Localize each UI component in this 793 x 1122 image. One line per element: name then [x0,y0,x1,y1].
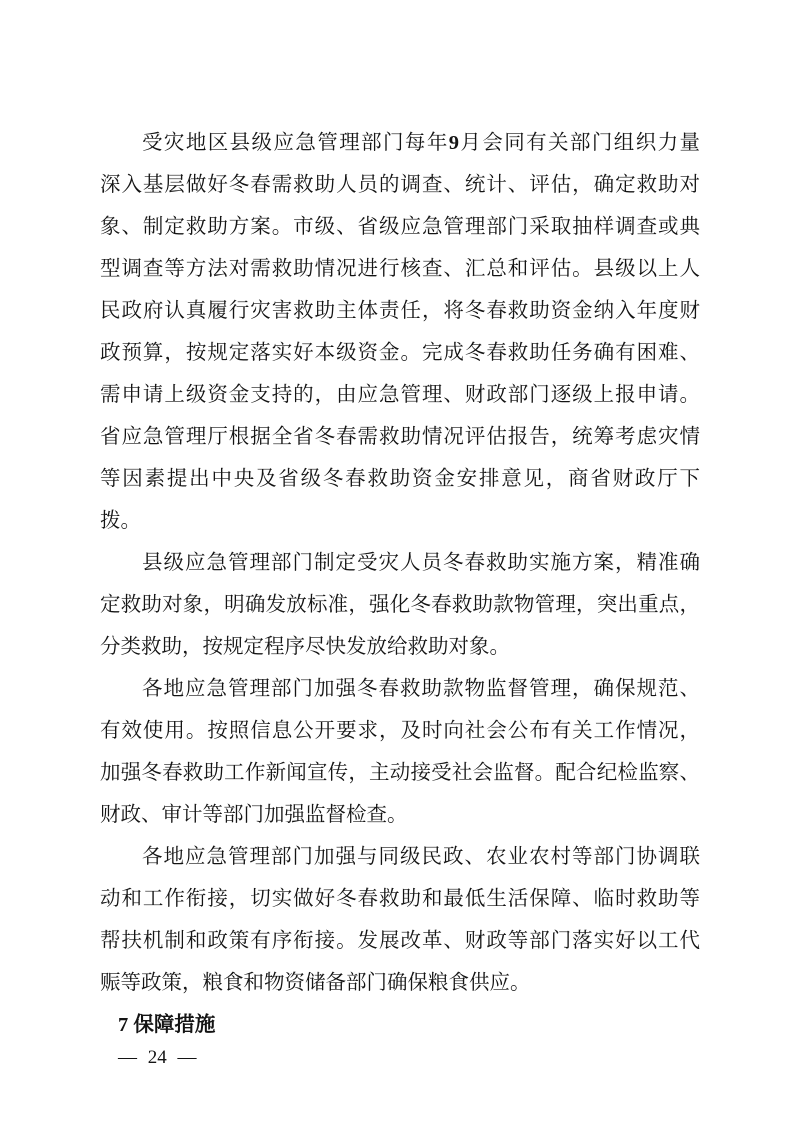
text-line: 财政、审计等部门加强监督检查。 [100,804,408,826]
text-line: 民政府认真履行灾害救助主体责任，将冬春救助资金纳入年度财 [100,300,700,322]
text-line: 定救助对象，明确发放标准，强化冬春救助款物管理，突出重点， [100,594,700,616]
text-line: 动和工作衔接，切实做好冬春救助和最低生活保障、临时救助等 [100,888,700,910]
text-line: 各地应急管理部门加强与同级民政、农业农村等部门协调联 [142,846,700,868]
text-line: 加强冬春救助工作新闻宣传，主动接受社会监督。配合纪检监察、 [100,762,700,784]
text-line: 分类救助，按规定程序尽快发放给救助对象。 [100,636,510,658]
text-segment: 月会同有关部门组织力量 [459,132,700,154]
text-line: 帮扶机制和政策有序衔接。发展改革、财政等部门落实好以工代 [100,930,700,952]
paragraph-coordination [100,836,700,1004]
text-line: 等因素提出中央及省级冬春救助资金安排意见，商省财政厅下 [100,468,700,490]
paragraph-winter-spring-survey [100,122,700,542]
text-line: 拨。 [100,510,141,532]
text-line [100,122,700,164]
text-line: 型调查等方法对需救助情况进行核查、汇总和评估。县级以上人 [100,258,700,280]
text-line: 深入基层做好冬春需救助人员的调查、统计、评估，确定救助对 [100,174,700,196]
paragraph-supervision [100,668,700,836]
body-text [100,122,700,1046]
section-heading: 7 保障措施 [118,1014,216,1036]
text-line: 各地应急管理部门加强冬春救助款物监督管理，确保规范、 [142,678,700,700]
text-line: 政预算，按规定落实好本级资金。完成冬春救助任务确有困难、 [100,342,700,364]
text-line: 省应急管理厅根据全省冬春需救助情况评估报告，统筹考虑灾情 [100,426,700,448]
text-line: 象、制定救助方案。市级、省级应急管理部门采取抽样调查或典 [100,216,700,238]
text-line: 有效使用。按照信息公开要求，及时向社会公布有关工作情况， [100,720,700,742]
paragraph-implementation-plan [100,542,700,668]
month-number: 9 [448,132,459,154]
page-number: — 24 — [118,1047,197,1068]
text-line: 需申请上级资金支持的，由应急管理、财政部门逐级上报申请。 [100,384,700,406]
text-segment: 受灾地区县级应急管理部门每年 [142,132,449,154]
text-line: 县级应急管理部门制定受灾人员冬春救助实施方案，精准确 [142,552,700,574]
text-line: 赈等政策，粮食和物资储备部门确保粮食供应。 [100,972,531,994]
